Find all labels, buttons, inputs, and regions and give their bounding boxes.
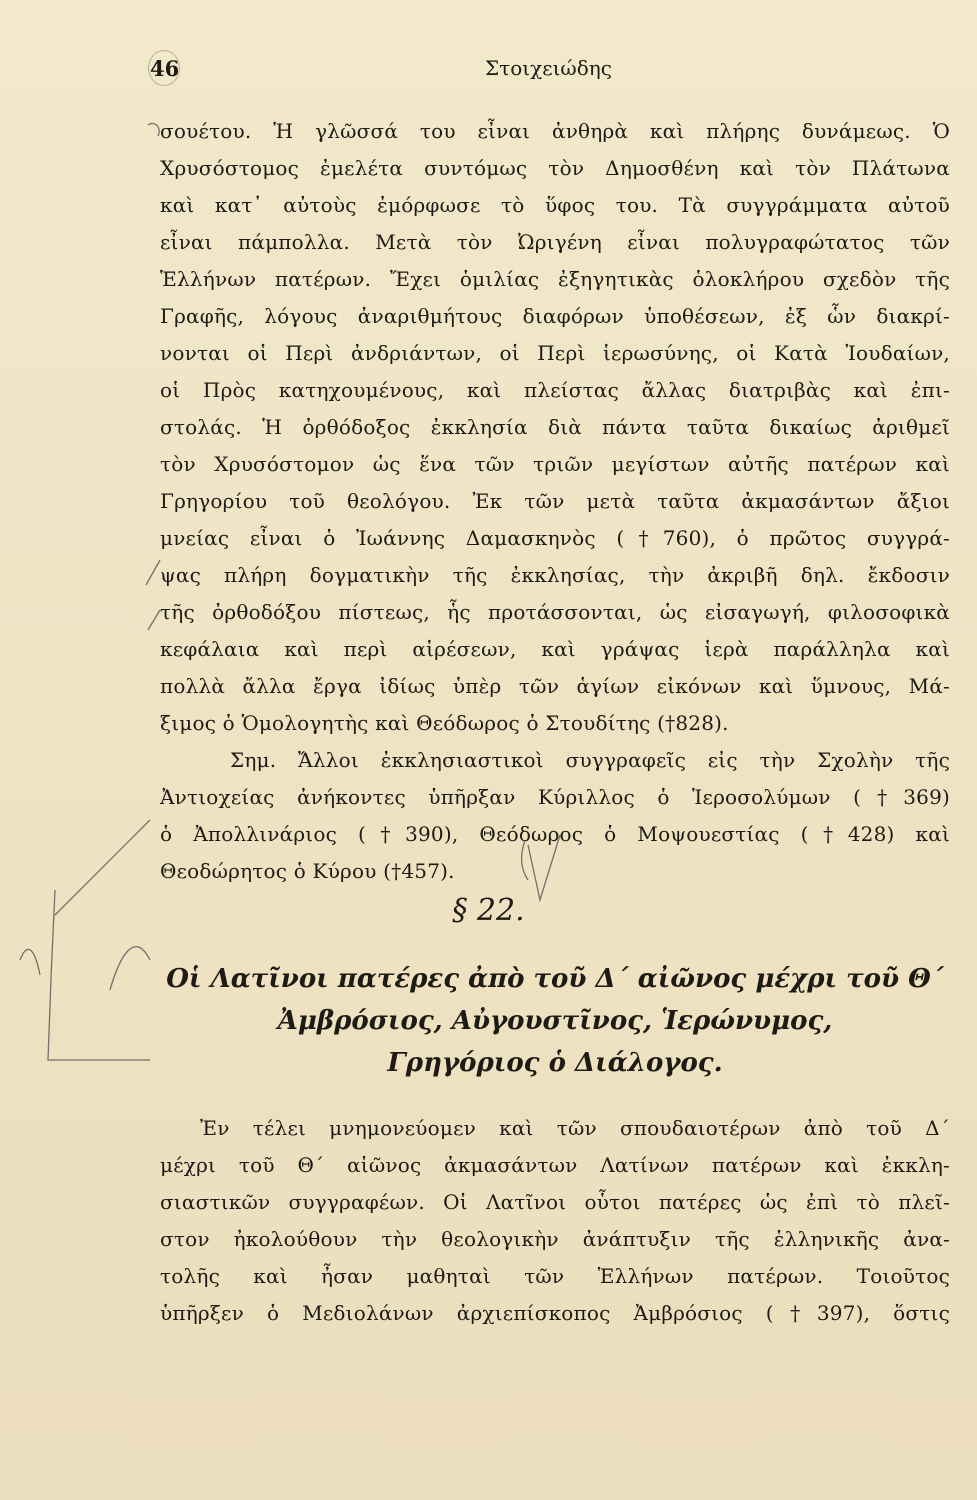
note-line: Σημ. Ἄλλοι ἐκκλησιαστικοὶ συγγραφεῖς εἰς τὴν Σχολὴν τῆς	[230, 748, 950, 772]
heading-line: Γρηγόριος ὁ Διάλογος.	[387, 1048, 723, 1078]
pencil-margin-stroke	[148, 610, 160, 630]
pencil-margin-stroke	[20, 949, 40, 975]
body-text-lower	[160, 1110, 950, 1332]
pencil-margin-stroke	[110, 947, 150, 990]
pencil-margin-stroke	[146, 560, 160, 585]
text-line: Γρηγορίου τοῦ θεολόγου. Ἐκ τῶν μετὰ ταῦτα ἀκμασάντων ἄξιοι	[160, 489, 950, 513]
text-line: οἱ Πρὸς κατηχουμένους, καὶ πλείστας ἄλλας διατριβὰς καὶ ἐπι-	[160, 378, 950, 402]
text-line: μέχρι τοῦ Θ΄ αἰῶνος ἀκμασάντων Λατίνων πατέρων καὶ ἐκκλη-	[160, 1153, 950, 1177]
text-line: νονται οἱ Περὶ ἀνδριάντων, οἱ Περὶ ἱερωσύνης, οἱ Κατὰ Ἰουδαίων,	[160, 341, 950, 365]
section-heading	[160, 958, 950, 1084]
page-header	[150, 56, 947, 88]
text-line: σιαστικῶν συγγραφέων. Οἱ Λατῖνοι οὗτοι πατέρες ὡς ἐπὶ τὸ πλεῖ-	[160, 1190, 950, 1214]
heading-line: Οἱ Λατῖνοι πατέρες ἀπὸ τοῦ Δ΄ αἰῶνος μέχρι τοῦ Θ΄	[166, 964, 944, 994]
text-line: ξιμος ὁ Ὁμολογητὴς καὶ Θεόδωρος ὁ Στουδίτης (†828).	[160, 711, 729, 735]
note-line: ὁ Ἀπολλινάριος (†390), Θεόδωρος ὁ Μοψουεστίας (†428) καὶ	[160, 822, 950, 846]
running-title: Στοιχειώδης	[485, 56, 612, 80]
heading-line: Ἀμβρόσιος, Αὐγουστῖνος, Ἱερώνυμος,	[277, 1006, 833, 1036]
page-number: 46	[150, 56, 180, 81]
text-line: ὑπῆρξεν ὁ Μεδιολάνων ἀρχιεπίσκοπος Ἀμβρόσιος (†397), ὅστις	[160, 1301, 950, 1325]
text-line: ψας πλήρη δογματικὴν τῆς ἐκκλησίας, τὴν ἀκριβῆ δηλ. ἔκδοσιν	[160, 563, 950, 587]
text-line: στον ἠκολούθουν τὴν θεολογικὴν ἀνάπτυξιν τῆς ἑλληνικῆς ἀνα-	[160, 1227, 950, 1251]
text-line: τὸν Χρυσόστομον ὡς ἕνα τῶν τριῶν μεγίστων αὐτῆς πατέρων καὶ	[160, 452, 950, 476]
text-line: Γραφῆς, λόγους ἀναριθμήτους διαφόρων ὑποθέσεων, ἐξ ὧν διακρί-	[160, 304, 950, 328]
note-line: Ἀντιοχείας ἀνήκοντες ὑπῆρξαν Κύριλλος ὁ Ἱεροσολύμων (†369)	[160, 785, 950, 809]
note-line: Θεοδώρητος ὁ Κύρου (†457).	[160, 859, 455, 883]
text-line: σουέτου. Ἡ γλῶσσά του εἶναι ἀνθηρὰ καὶ πλήρης δυνάμεως. Ὁ	[160, 119, 950, 143]
section-number: § 22.	[452, 893, 525, 928]
text-line: Ἑλλήνων πατέρων. Ἔχει ὁμιλίας ἐξηγητικὰς ὁλοκλήρου σχεδὸν τῆς	[160, 267, 950, 291]
text-line: πολλὰ ἄλλα ἔργα ἰδίως ὑπὲρ τῶν ἁγίων εἰκόνων καὶ ὕμνους, Μά-	[160, 674, 950, 698]
text-line: στολάς. Ἡ ὀρθόδοξος ἐκκλησία διὰ πάντα ταῦτα δικαίως ἀριθμεῖ	[160, 415, 950, 439]
text-line: καὶ κατ᾽ αὐτοὺς ἐμόρφωσε τὸ ὕφος του. Τὰ συγγράμματα αὐτοῦ	[160, 193, 950, 217]
text-line: τολῆς καὶ ἦσαν μαθηταὶ τῶν Ἑλλήνων πατέρων. Τοιοῦτος	[160, 1264, 950, 1288]
text-line: εἶναι πάμπολλα. Μετὰ τὸν Ὠριγένη εἶναι πολυγραφώτατος τῶν	[160, 230, 950, 254]
pencil-margin-stroke	[148, 123, 159, 136]
text-line: τῆς ὀρθοδόξου πίστεως, ἧς προτάσσονται, ὡς εἰσαγωγή, φιλοσοφικὰ	[160, 600, 950, 624]
text-line: Χρυσόστομος ἐμελέτα συντόμως τὸν Δημοσθένη καὶ τὸν Πλάτωνα	[160, 156, 950, 180]
text-line: μνείας εἶναι ὁ Ἰωάννης Δαμασκηνὸς (†760), ὁ πρῶτος συγγρά-	[160, 526, 950, 550]
body-text-upper	[160, 113, 950, 890]
text-line: Ἐν τέλει μνημονεύομεν καὶ τῶν σπουδαιοτέρων ἀπὸ τοῦ Δ΄	[200, 1116, 950, 1140]
text-line: κεφάλαια καὶ περὶ αἱρέσεων, καὶ γράψας ἱερὰ παράλληλα καὶ	[160, 637, 950, 661]
